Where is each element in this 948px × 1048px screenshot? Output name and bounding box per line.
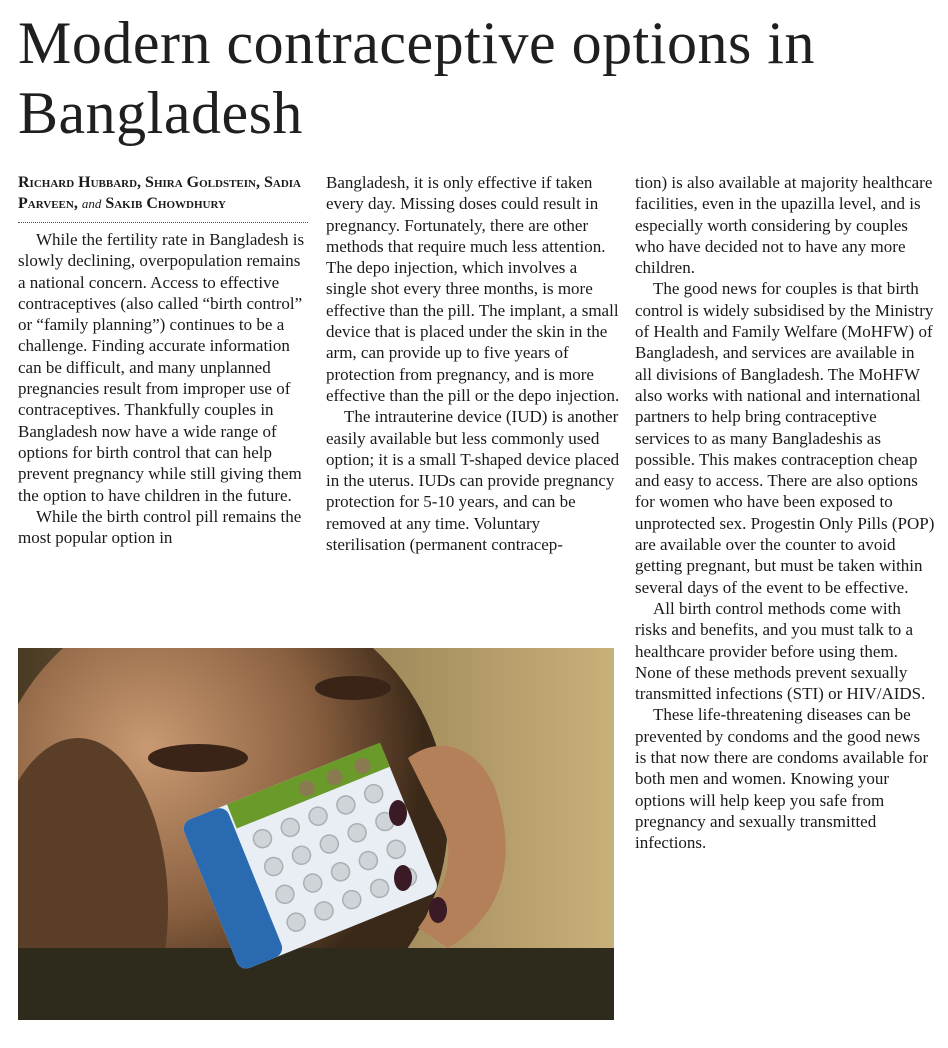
paragraph: The intrauterine device (IUD) is another easily available but less commonly used option; it is a small T-shaped device placed in the uterus. IUDs can provide pregnancy protection for 5-10 years, and can be removed at any time. Voluntary sterilisation (permanent contracep- — [326, 407, 620, 555]
byline-last-author: Sakib Chowdhury — [105, 195, 226, 212]
article-column-1 — [18, 172, 308, 548]
article-column-2 — [326, 172, 620, 555]
byline-and: and — [81, 196, 102, 211]
paragraph: These life-threatening diseases can be prevented by condoms and the good news is that now there are condoms available for both men and women. Knowing your options will help keep you safe from pregnancy and sexually transmitted infections. — [635, 705, 929, 853]
paragraph: The good news for couples is that birth control is widely subsidised by the Ministry of Health and Family Welfare (MoHFW) of Bangladesh, and services are available in all divisions of Bangladesh. The MoHFW also works with national and international partners to help bring contraceptive services to as many Bangladeshis as possible. This makes contraception cheap and easy to access. There are also options for women who have been exposed to unprotected sex. Progestin Only Pills (POP) are available over the counter to avoid getting pregnant, but must be taken within several days of the event to be effective. — [635, 279, 935, 597]
photo-illustration — [18, 648, 614, 1020]
byline — [18, 172, 308, 223]
paragraph: Bangladesh, it is only effective if taken every day. Missing doses could result in pregnancy. Fortunately, there are other methods that require much less attention. The depo injection, which involves a single shot every three months, is more effective than the pill. The implant, a small device that is placed under the skin in the arm, can provide up to five years of protection from pregnancy, and is more effective than the pill or the depo injection. — [326, 173, 620, 405]
article-photo — [18, 648, 614, 1020]
paragraph: All birth control methods come with risks and benefits, and you must talk to a healthcare provider before using them. None of these methods prevent sexually transmitted infections (STI) or HIV/AIDS. — [635, 598, 926, 704]
paragraph: While the birth control pill remains the most popular option in — [18, 506, 302, 548]
paragraph: tion) is also available at majority healthcare facilities, even in the upazilla level, and is especially worth considering by couples who have decided not to have any more children. — [635, 173, 933, 278]
byline-authors: Richard Hubbard, Shira Goldstein, Sadia Parveen, — [18, 174, 301, 212]
article-column-3 — [635, 172, 935, 854]
paragraph: While the fertility rate in Bangladesh is slowly declining, overpopulation remains a national concern. Access to effective contraceptives (also called “birth control” or “family planning”) continues to be a challenge. Finding accurate information can be difficult, and many unplanned pregnancies result from improper use of contraceptives. Thankfully couples in Bangladesh now have a wide range of options for birth control that can help prevent pregnancy while still giving them the option to have children in the future. — [18, 230, 305, 505]
headline: Modern contraceptive options in Bangladesh — [18, 10, 815, 146]
